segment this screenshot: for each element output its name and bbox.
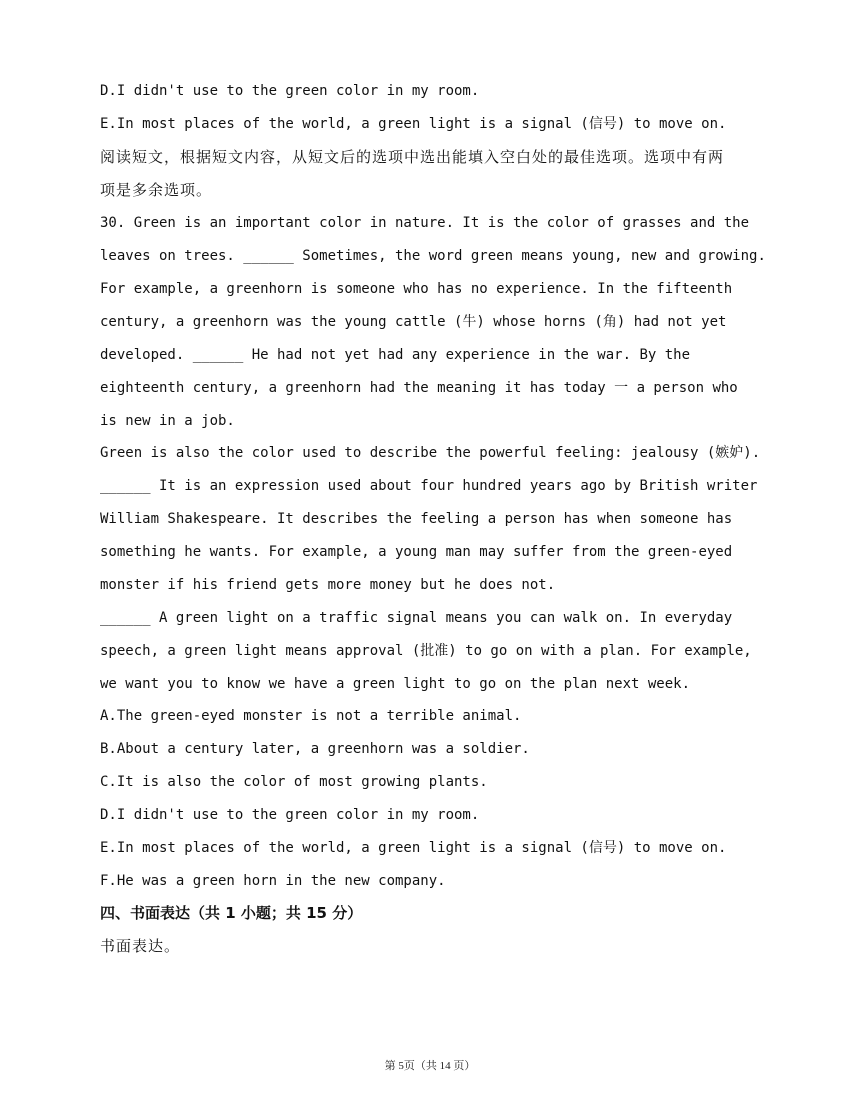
passage-line: ______ It is an expression used about four hundred years ago by British writer xyxy=(100,478,758,494)
section-prompt: 书面表达。 xyxy=(100,937,181,955)
passage-line: is new in a job. xyxy=(100,413,235,429)
previous-option-d: D.I didn't use to the green color in my room. xyxy=(100,83,480,99)
option-b: B.About a century later, a greenhorn was a soldier. xyxy=(100,741,530,757)
passage-line: William Shakespeare. It describes the feeling a person has when someone has xyxy=(100,511,733,527)
option-f: F.He was a green horn in the new company. xyxy=(100,873,446,889)
passage-line: something he wants. For example, a young man may suffer from the green-eyed xyxy=(100,544,733,560)
passage-line: For example, a greenhorn is someone who has no experience. In the fifteenth xyxy=(100,281,733,297)
section-title: 四、书面表达（共 1 小题；共 15 分） xyxy=(100,904,363,922)
option-d: D.I didn't use to the green color in my room. xyxy=(100,807,480,823)
passage-line: we want you to know we have a green light to go on the plan next week. xyxy=(100,676,691,692)
instructions-line-2: 项是多余选项。 xyxy=(100,181,213,199)
page-number-footer: 第 5页（共 14 页） xyxy=(384,1060,476,1072)
passage-line: Green is also the color used to describe the powerful feeling: jealousy (嫉妒). xyxy=(100,445,761,461)
passage-line: speech, a green light means approval (批准) to go on with a plan. For example, xyxy=(100,643,752,659)
option-a: A.The green-eyed monster is not a terrible animal. xyxy=(100,708,522,724)
passage-line: ______ A green light on a traffic signal means you can walk on. In everyday xyxy=(100,610,733,626)
passage-line: eighteenth century, a greenhorn had the meaning it has today 一 a person who xyxy=(100,380,738,396)
option-e: E.In most places of the world, a green light is a signal (信号) to move on. xyxy=(100,840,727,856)
previous-option-e: E.In most places of the world, a green light is a signal (信号) to move on. xyxy=(100,116,727,132)
passage-line: century, a greenhorn was the young cattle (牛) whose horns (角) had not yet xyxy=(100,314,727,330)
passage-line: 30. Green is an important color in nature. It is the color of grasses and the xyxy=(100,215,750,231)
passage-line: monster if his friend gets more money but he does not. xyxy=(100,577,556,593)
option-c: C.It is also the color of most growing plants. xyxy=(100,774,488,790)
passage-line: leaves on trees. ______ Sometimes, the word green means young, new and growing. xyxy=(100,248,766,264)
instructions-line-1: 阅读短文，根据短文内容，从短文后的选项中选出能填入空白处的最佳选项。选项中有两 xyxy=(100,148,725,166)
passage-line: developed. ______ He had not yet had any experience in the war. By the xyxy=(100,347,691,363)
